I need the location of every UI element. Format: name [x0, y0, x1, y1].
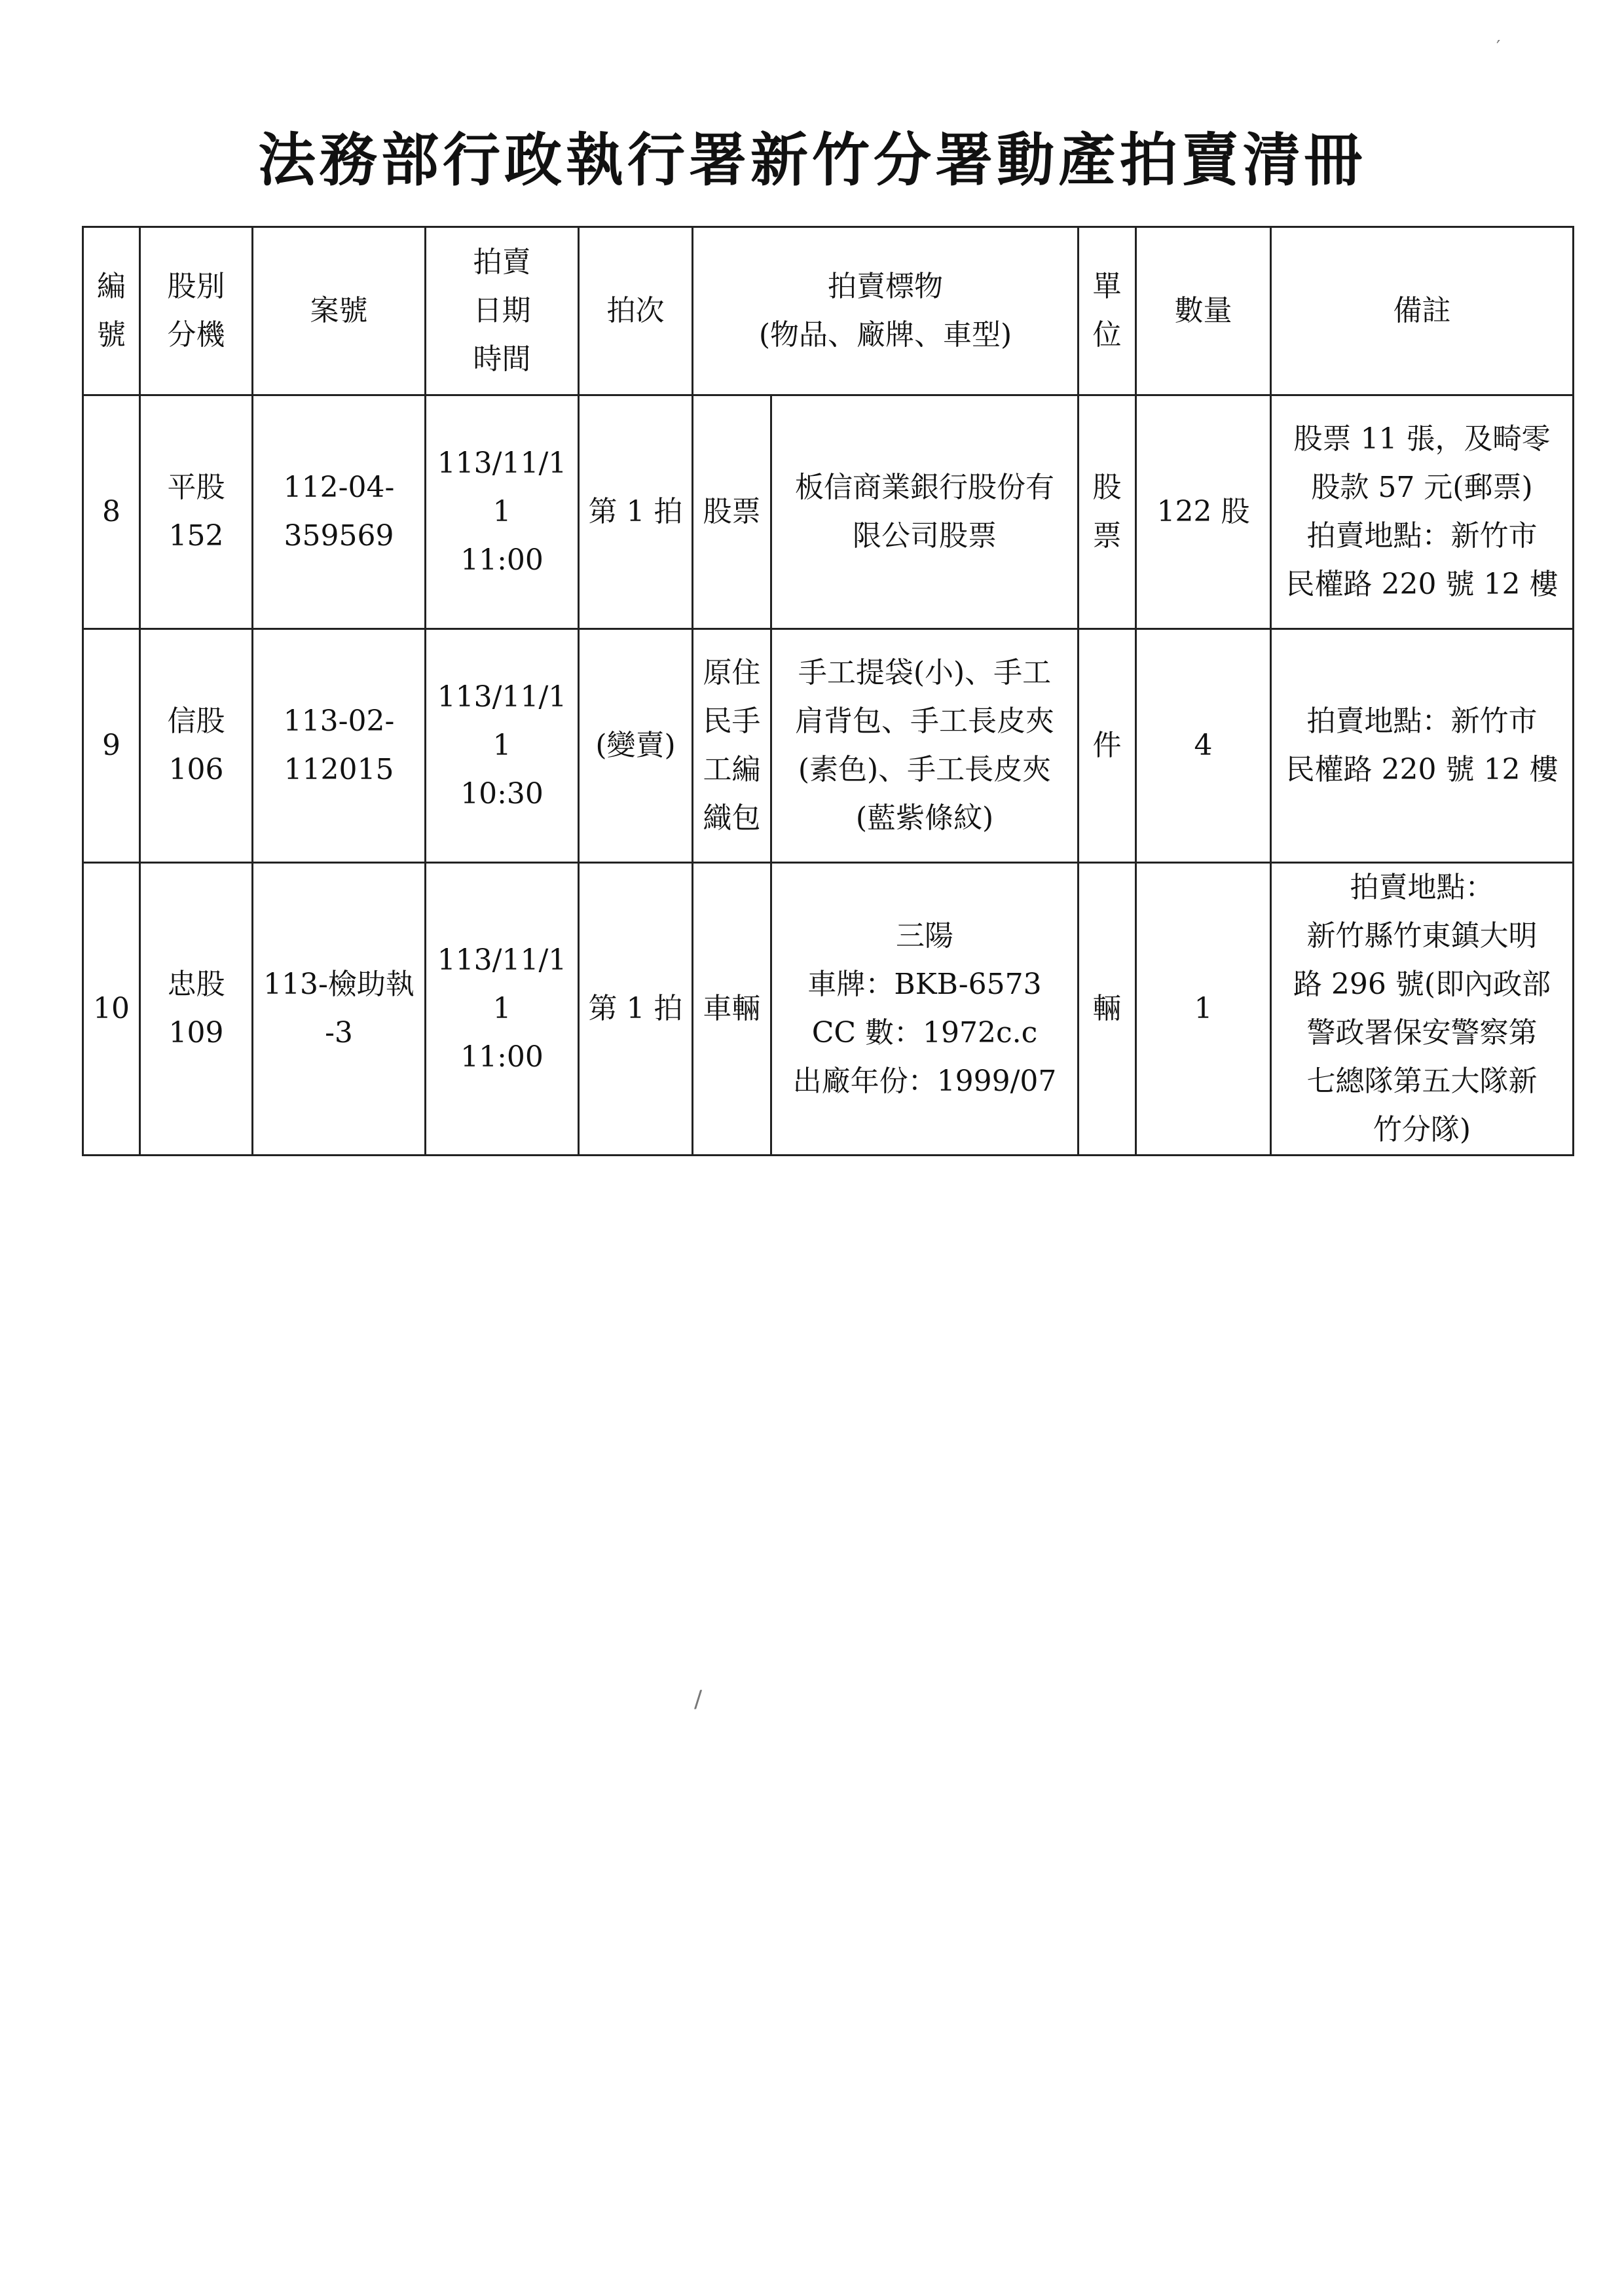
cell-case — [253, 395, 426, 629]
header-datetime-line: 時間 — [473, 342, 531, 376]
cell-line: 109 — [168, 1016, 224, 1049]
header-note: 備註 — [1271, 227, 1574, 395]
cell-line: 新竹縣竹東鎮大明 — [1306, 919, 1538, 953]
header-case: 案號 — [253, 227, 426, 395]
cell-no: 9 — [83, 629, 140, 863]
table-row — [83, 629, 1574, 863]
cell-line: 原住 — [703, 656, 761, 689]
cell-line: 拍賣地點：新竹市 — [1306, 704, 1538, 738]
cell-line: 出廠年份：1999/07 — [792, 1065, 1057, 1098]
header-unit-line: 位 — [1092, 318, 1122, 352]
cell-line: 車牌：BKB-6573 — [807, 968, 1042, 1001]
cell-line: 織包 — [703, 801, 761, 835]
cell-category — [693, 863, 771, 1156]
cell-line: 肩背包、手工長皮夾 — [795, 704, 1054, 738]
cell-line: 拍賣地點： — [1350, 871, 1494, 904]
header-section-line: 分機 — [167, 318, 225, 352]
cell-line: 359569 — [284, 519, 394, 553]
cell-qty: 122 股 — [1136, 395, 1271, 629]
cell-unit — [1079, 863, 1136, 1156]
cell-line: 113/11/11 — [437, 680, 567, 762]
cell-line: 股款 57 元(郵票) — [1311, 471, 1533, 504]
cell-line: 113/11/11 — [437, 446, 567, 528]
cell-line: -3 — [325, 1016, 353, 1049]
scan-speck: ′ — [1496, 36, 1501, 58]
cell-unit — [1079, 395, 1136, 629]
cell-case — [253, 629, 426, 863]
cell-case — [253, 863, 426, 1156]
header-section-line: 股別 — [167, 270, 225, 303]
cell-line: 10:30 — [460, 777, 544, 811]
table-row — [83, 395, 1574, 629]
cell-line: 民權路 220 號 12 樓 — [1285, 568, 1559, 601]
header-datetime-line: 拍賣 — [473, 246, 531, 279]
cell-line: 限公司股票 — [853, 519, 997, 553]
cell-unit — [1079, 629, 1136, 863]
header-qty: 數量 — [1136, 227, 1271, 395]
auction-list-table — [82, 226, 1574, 1156]
cell-line: 拍賣地點：新竹市 — [1306, 519, 1538, 553]
cell-note — [1271, 863, 1574, 1156]
cell-round: (變賣) — [579, 629, 693, 863]
cell-line: 竹分隊) — [1373, 1113, 1471, 1146]
cell-line: 輛 — [1092, 992, 1122, 1025]
cell-line: (藍紫條紋) — [855, 801, 994, 835]
cell-line: 車輛 — [703, 992, 761, 1025]
cell-section — [140, 395, 253, 629]
table-row — [83, 863, 1574, 1156]
cell-line: 112015 — [284, 753, 394, 786]
header-no — [83, 227, 140, 395]
cell-line: 信股 — [167, 704, 225, 738]
header-unit — [1079, 227, 1136, 395]
cell-round: 第 1 拍 — [579, 863, 693, 1156]
cell-datetime — [426, 863, 579, 1156]
header-item-line: (物品、廠牌、車型) — [758, 318, 1012, 352]
cell-line: 忠股 — [167, 968, 225, 1001]
cell-note — [1271, 629, 1574, 863]
cell-line: 106 — [168, 753, 224, 786]
cell-line: 警政署保安警察第 — [1306, 1016, 1538, 1049]
cell-line: 工編 — [703, 753, 761, 786]
header-datetime — [426, 227, 579, 395]
header-no-line: 號 — [97, 318, 126, 352]
header-no-line: 編 — [97, 270, 126, 303]
cell-line: 113-02- — [283, 704, 395, 738]
cell-line: (素色)、手工長皮夾 — [798, 753, 1052, 786]
cell-line: 民手 — [703, 704, 761, 738]
cell-line: 112-04- — [283, 471, 395, 504]
header-unit-line: 單 — [1092, 270, 1122, 303]
cell-line: 手工提袋(小)、手工 — [798, 656, 1052, 689]
cell-description — [771, 863, 1079, 1156]
cell-category — [693, 629, 771, 863]
cell-line: 113-檢助執 — [263, 968, 415, 1001]
page-title: 法務部行政執行署新竹分署動產拍賣清冊 — [257, 126, 1366, 194]
cell-line: 板信商業銀行股份有 — [795, 471, 1054, 504]
cell-line: 11:00 — [460, 543, 544, 577]
cell-round: 第 1 拍 — [579, 395, 693, 629]
cell-no: 10 — [83, 863, 140, 1156]
cell-category — [693, 395, 771, 629]
cell-line: 件 — [1092, 729, 1122, 762]
cell-line: 11:00 — [460, 1040, 544, 1074]
cell-qty: 4 — [1136, 629, 1271, 863]
cell-line: 平股 — [167, 471, 225, 504]
cell-line: 152 — [168, 519, 224, 553]
cell-line: 七總隊第五大隊新 — [1306, 1065, 1538, 1098]
header-datetime-line: 日期 — [473, 294, 531, 327]
cell-line: 股票 — [703, 495, 761, 528]
cell-line: CC 數：1972c.c — [811, 1016, 1038, 1049]
cell-section — [140, 629, 253, 863]
cell-section — [140, 863, 253, 1156]
cell-description — [771, 629, 1079, 863]
header-row — [83, 227, 1574, 395]
cell-line: 民權路 220 號 12 樓 — [1285, 753, 1559, 786]
header-item-line: 拍賣標物 — [828, 270, 943, 303]
cell-line: 股票 11 張，及畸零 — [1293, 422, 1551, 456]
cell-line: 113/11/11 — [437, 943, 567, 1025]
scan-speck: / — [694, 1686, 703, 1713]
cell-description — [771, 395, 1079, 629]
cell-line: 票 — [1092, 519, 1122, 553]
cell-line: 股 — [1092, 471, 1122, 504]
cell-no: 8 — [83, 395, 140, 629]
cell-line: 路 296 號(即內政部 — [1293, 968, 1551, 1001]
header-round: 拍次 — [579, 227, 693, 395]
header-section — [140, 227, 253, 395]
cell-note — [1271, 395, 1574, 629]
cell-line: 三陽 — [896, 919, 953, 953]
cell-qty: 1 — [1136, 863, 1271, 1156]
header-item — [693, 227, 1079, 395]
cell-datetime — [426, 629, 579, 863]
cell-datetime — [426, 395, 579, 629]
